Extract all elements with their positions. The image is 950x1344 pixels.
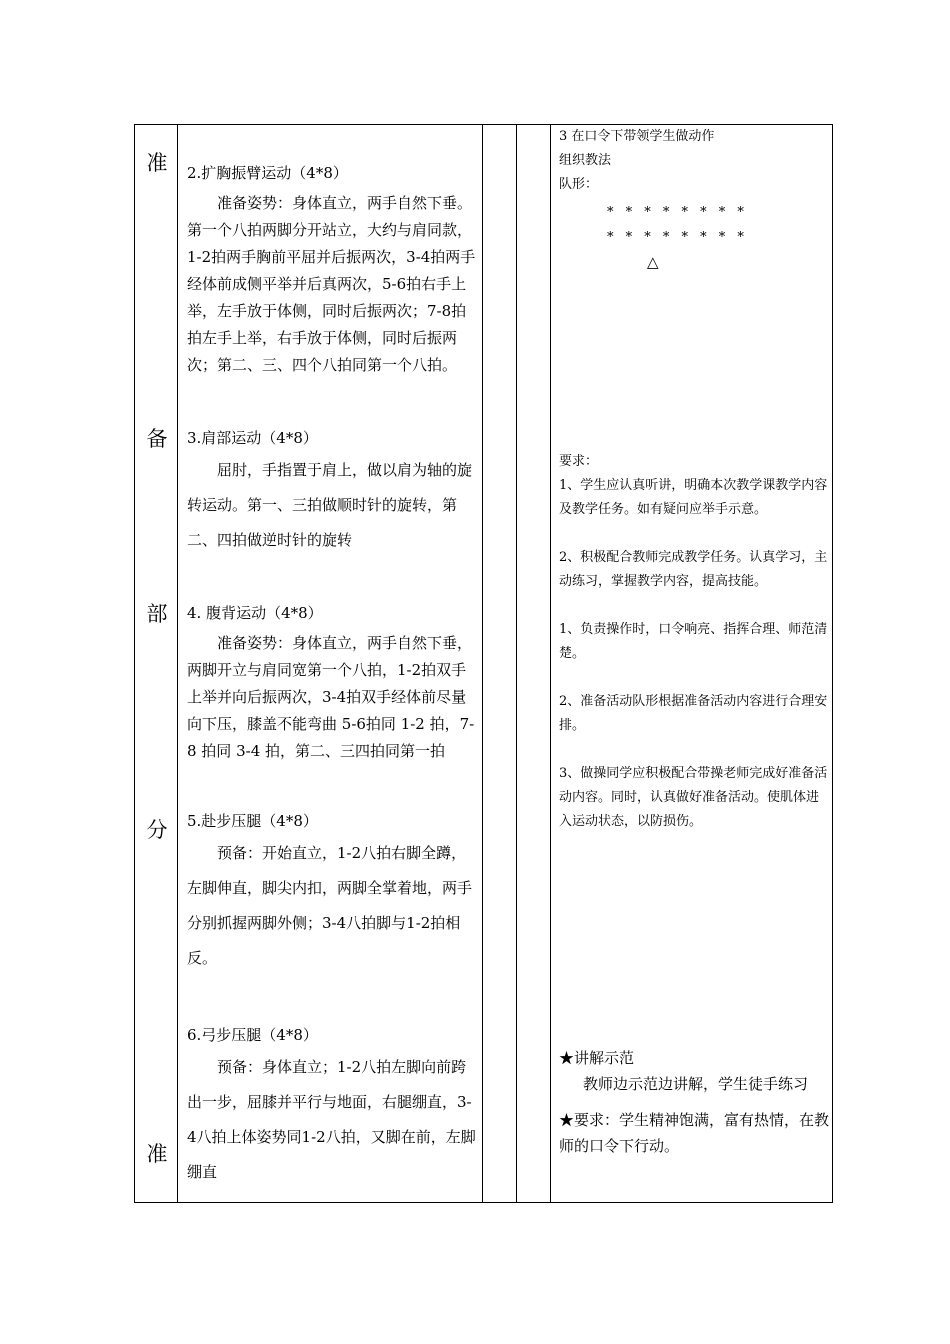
exercise-block	[187, 810, 479, 976]
org-line: 队形：	[559, 177, 599, 192]
exercise-body: 准备姿势：身体直立，两手自然下垂。第一个八拍两脚分开站立，大约与肩同款，1-2拍两手胸前平屈并后振两次，3-4拍两手经体前成侧平举并后真两次，5-6拍右手上举，左手放于体侧，同时后振两次；7-8拍拍左手上举，右手放于体侧，同时后振两次；第二、三、四个八拍同第一个八拍。	[187, 194, 476, 374]
requirements-block	[559, 450, 829, 834]
column-divider	[516, 125, 517, 1202]
column-divider	[177, 125, 178, 1202]
requirement-item: 2、准备活动队形根据准备活动内容进行合理安排。	[559, 694, 828, 733]
section-char: 部	[146, 602, 168, 626]
exercise-title: 6.弓步压腿（4*8）	[187, 1026, 318, 1044]
exercise-title: 3.肩部运动（4*8）	[187, 429, 318, 447]
requirement-item: 3、做操同学应积极配合带操老师完成好准备活动内容。同时，认真做好准备活动。使肌体进入运动状态，以防损伤。	[559, 766, 828, 829]
demo-requirement: ★要求：学生精神饱满，富有热情，在教师的口令下行动。	[559, 1111, 830, 1155]
requirement-item: 1、负责操作时，口令响亮、指挥合理、师范清楚。	[559, 622, 828, 661]
demo-title: ★讲解示范	[559, 1049, 635, 1067]
column-divider	[482, 125, 483, 1202]
requirements-title: 要求：	[559, 454, 599, 469]
section-char: 准	[146, 151, 168, 175]
section-char: 分	[146, 818, 168, 842]
column-divider	[550, 125, 551, 1202]
demo-body: 教师边示范边讲解，学生徒手练习	[583, 1075, 809, 1093]
exercise-title: 5.赴步压腿（4*8）	[187, 812, 318, 830]
exercise-block	[187, 602, 479, 765]
section-char: 备	[146, 427, 168, 451]
formation-row: * * * * * * * *	[607, 230, 748, 245]
demo-block	[559, 1045, 829, 1159]
organization-block	[559, 125, 829, 197]
formation-row: * * * * * * * *	[607, 205, 748, 220]
lesson-table	[134, 124, 833, 1203]
org-line: 组织教法	[559, 153, 612, 168]
section-char: 准	[146, 1142, 168, 1166]
exercise-body: 预备：开始直立，1-2八拍右脚全蹲，左脚伸直，脚尖内扣，两脚全掌着地，两手分别抓握两脚外侧；3-4八拍脚与1-2拍相反。	[187, 844, 473, 967]
requirement-item: 2、积极配合教师完成教学任务。认真学习，主动练习，掌握教学内容，提高技能。	[559, 550, 828, 589]
exercise-body: 准备姿势：身体直立，两手自然下垂，两脚开立与肩同宽第一个八拍，1-2拍双手上举并向后振两次，3-4拍双手经体前尽量向下压，膝盖不能弯曲 5-6拍同 1-2 拍，7-8 拍同 3-4 拍，第二、三四拍同第一拍	[187, 634, 475, 760]
exercise-body: 预备：身体直立；1-2八拍左脚向前跨出一步，屈膝并平行与地面，右腿绷直，3-4八拍上体姿势同1-2八拍，又脚在前，左脚绷直	[187, 1058, 476, 1181]
exercise-block	[187, 427, 479, 558]
exercise-body: 屈肘，手指置于肩上，做以肩为轴的旋转运动。第一、三拍做顺时针的旋转，第二、四拍做逆时针的旋转	[187, 461, 473, 549]
requirement-item: 1、学生应认真听讲，明确本次教学课教学内容及教学任务。如有疑问应举手示意。	[559, 478, 828, 517]
exercise-title: 4. 腹背运动（4*8）	[187, 604, 323, 622]
exercise-title: 2.扩胸振臂运动（4*8）	[187, 164, 348, 182]
org-line: 3 在口令下带领学生做动作	[559, 129, 715, 144]
teacher-position-icon: △	[647, 253, 659, 271]
exercise-block	[187, 1024, 479, 1190]
exercise-block	[187, 162, 479, 379]
